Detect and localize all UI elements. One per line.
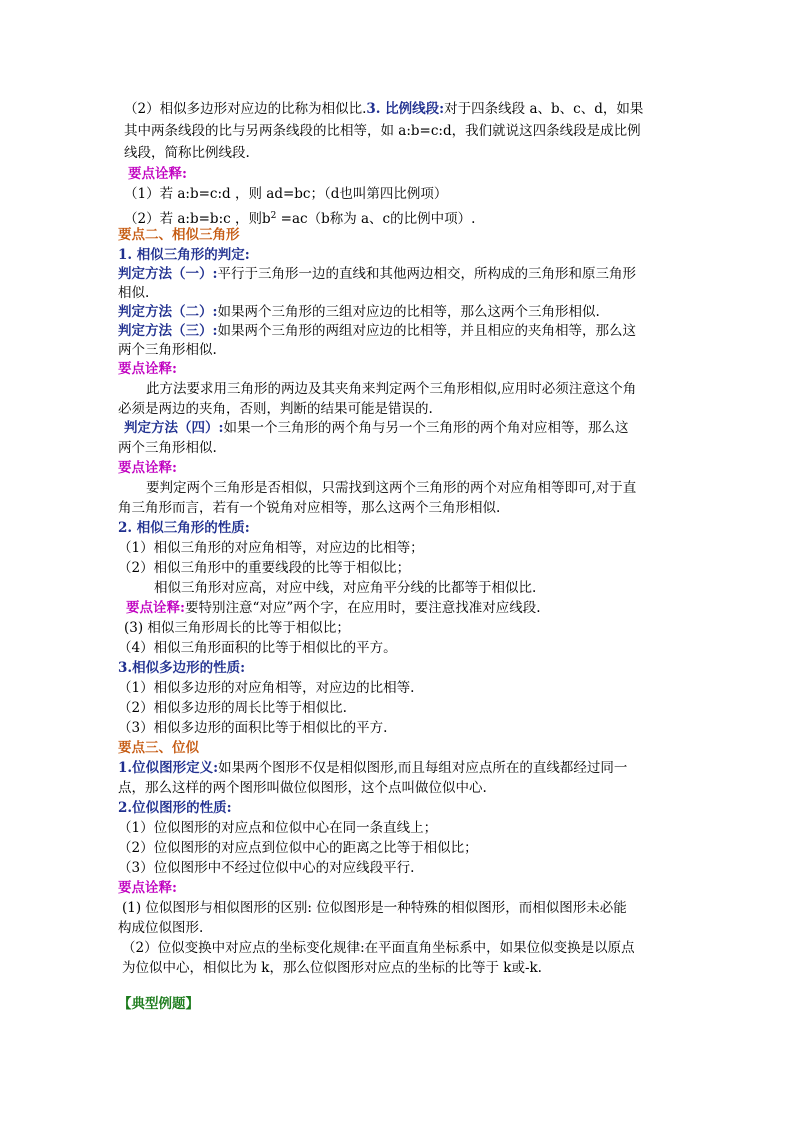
heading-text: 要点二、相似三角形 <box>118 227 240 243</box>
text-line <box>118 679 414 697</box>
body-text: （1）相似三角形的对应角相等，对应边的比相等； <box>118 540 424 556</box>
text-line <box>122 939 635 957</box>
body-text: 要特别注意“对应”两个字，在应用时，要注意找准对应线段. <box>184 600 541 616</box>
body-text: 必须是两边的夹角，否则，判断的结果可能是错误的. <box>118 401 433 417</box>
heading-text: 判定方法（二）: <box>118 304 218 320</box>
text-line <box>118 459 177 477</box>
body-text: （1）若 a:b=c:d ，则 ad=bc；（d也叫第四比例项） <box>124 186 448 202</box>
text-line <box>118 699 347 717</box>
body-text: 对于四条线段 a、b、c、d，如果 <box>444 101 644 117</box>
text-line <box>118 799 232 817</box>
text-line <box>118 539 424 557</box>
heading-text: 要点诠释: <box>118 361 177 377</box>
text-line <box>118 559 410 577</box>
body-text: 相似三角形对应高，对应中线，对应角平分线的比都等于相似比. <box>154 580 537 596</box>
text-line <box>118 995 199 1013</box>
body-text: 角三角形而言，若有一个锐角对应相等，那么这两个三角形相似. <box>118 500 501 516</box>
text-line <box>124 144 250 162</box>
heading-text: 要点三、位似 <box>118 740 199 756</box>
body-text: 构成位似图形. <box>118 920 204 936</box>
heading-text: 判定方法（三）: <box>118 323 218 339</box>
body-text: 为位似中心，相似比为 k，那么位似图形对应点的坐标的比等于 k或-k. <box>122 960 542 976</box>
body-text: 两个三角形相似. <box>118 440 217 456</box>
text-line <box>128 165 187 183</box>
text-line <box>118 839 478 857</box>
text-line <box>122 959 542 977</box>
heading-text: 1. 相似三角形的判定: <box>118 247 250 263</box>
text-line <box>124 419 628 437</box>
heading-text: 3. <box>366 101 381 117</box>
body-text: （4）相似三角形面积的比等于相似比的平方。 <box>118 640 397 656</box>
body-text: 其中两条线段的比与另两条线段的比相等，如 a:b=c:d，我们就说这四条线段是成比例 <box>124 123 641 139</box>
text-line <box>126 599 541 617</box>
text-line <box>124 122 641 140</box>
body-text: （1）相似多边形的对应角相等，对应边的比相等. <box>118 680 415 696</box>
heading-text: 要点诠释: <box>118 880 177 896</box>
body-text: 2 <box>270 211 277 221</box>
text-line <box>122 899 627 917</box>
heading-text: 要点诠释: <box>128 166 187 182</box>
heading-text: 要点诠释: <box>118 460 177 476</box>
text-line <box>118 246 250 264</box>
text-line <box>118 284 149 302</box>
body-text: 如果一个三角形的两个角与另一个三角形的两个角对应相等，那么这 <box>223 420 629 436</box>
body-text: =ac（b称为 a、c的比例中项）. <box>276 211 476 227</box>
text-line <box>118 303 600 321</box>
body-text: 要判定两个三角形是否相似，只需找到这两个三角形的两个对应角相等即可,对于直 <box>146 480 637 496</box>
body-text: 点，那么这样的两个图形叫做位似图形，这个点叫做位似中心. <box>118 780 487 796</box>
body-text: 如果两个图形不仅是相似图形,而且每组对应点所在的直线都经过同一 <box>218 760 628 776</box>
text-line <box>118 779 487 797</box>
text-line <box>118 639 397 657</box>
text-line <box>154 579 536 597</box>
text-line <box>118 859 414 877</box>
text-line <box>146 479 636 497</box>
text-line <box>118 879 177 897</box>
heading-text: 【典型例题】 <box>118 996 199 1012</box>
body-text: （2）若 a:b=b:c ，则b <box>124 211 271 227</box>
body-text: （2）位似变换中对应点的坐标变化规律:在平面直角坐标系中，如果位似变换是以原点 <box>122 940 635 956</box>
body-text: 如果两个三角形的两组对应边的比相等，并且相应的夹角相等，那么这 <box>217 323 636 339</box>
body-text: (3) 相似三角形周长的比等于相似比； <box>124 620 350 636</box>
text-line <box>118 819 437 837</box>
body-text: （2）相似多边形的周长比等于相似比. <box>118 700 347 716</box>
body-text: (1) 位似图形与相似图形的区别: 位似图形是一种特殊的相似图形，而相似图形未必能 <box>122 900 627 916</box>
heading-text: 要点诠释: <box>126 600 185 616</box>
heading-text: 3.相似多边形的性质: <box>118 660 246 676</box>
heading-text: 2.位似图形的性质: <box>118 800 232 816</box>
text-line <box>146 380 636 398</box>
text-line <box>124 207 475 228</box>
body-text: 相似. <box>118 285 150 301</box>
body-text: （1）位似图形的对应点和位似中心在同一条直线上； <box>118 820 438 836</box>
text-line <box>118 519 250 537</box>
body-text: （2）位似图形的对应点到位似中心的距离之比等于相似比； <box>118 840 478 856</box>
heading-text: 2. 相似三角形的性质: <box>118 520 250 536</box>
heading-text: 1.位似图形定义: <box>118 760 219 776</box>
text-line <box>118 226 240 244</box>
body-text: （2）相似多边形对应边的比称为相似比. <box>124 101 367 117</box>
text-line <box>124 619 350 637</box>
text-line <box>118 360 177 378</box>
text-line <box>118 739 199 757</box>
text-line <box>118 265 636 283</box>
text-line <box>118 341 217 359</box>
heading-text: 判定方法（一）: <box>118 266 218 282</box>
text-line <box>124 185 447 203</box>
heading-text: 判定方法（四）: <box>124 420 224 436</box>
body-text: 此方法要求用三角形的两边及其夹角来判定两个三角形相似,应用时必须注意这个角 <box>146 381 637 397</box>
text-line <box>118 759 627 777</box>
text-line <box>124 100 643 118</box>
body-text: （3）位似图形中不经过位似中心的对应线段平行. <box>118 860 415 876</box>
body-text: （2）相似三角形中的重要线段的比等于相似比； <box>118 560 411 576</box>
text-line <box>118 719 387 737</box>
text-line <box>118 400 433 418</box>
text-line <box>118 439 217 457</box>
body-text: 如果两个三角形的三组对应边的比相等，那么这两个三角形相似. <box>217 304 600 320</box>
text-line <box>118 919 203 937</box>
body-text: 平行于三角形一边的直线和其他两边相交，所构成的三角形和原三角形 <box>217 266 636 282</box>
text-line <box>118 659 245 677</box>
body-text: 两个三角形相似. <box>118 342 217 358</box>
heading-text: 比例线段: <box>380 101 445 117</box>
text-line <box>118 322 636 340</box>
body-text: 线段，简称比例线段. <box>124 145 250 161</box>
body-text: （3）相似多边形的面积比等于相似比的平方. <box>118 720 388 736</box>
text-line <box>118 499 500 517</box>
